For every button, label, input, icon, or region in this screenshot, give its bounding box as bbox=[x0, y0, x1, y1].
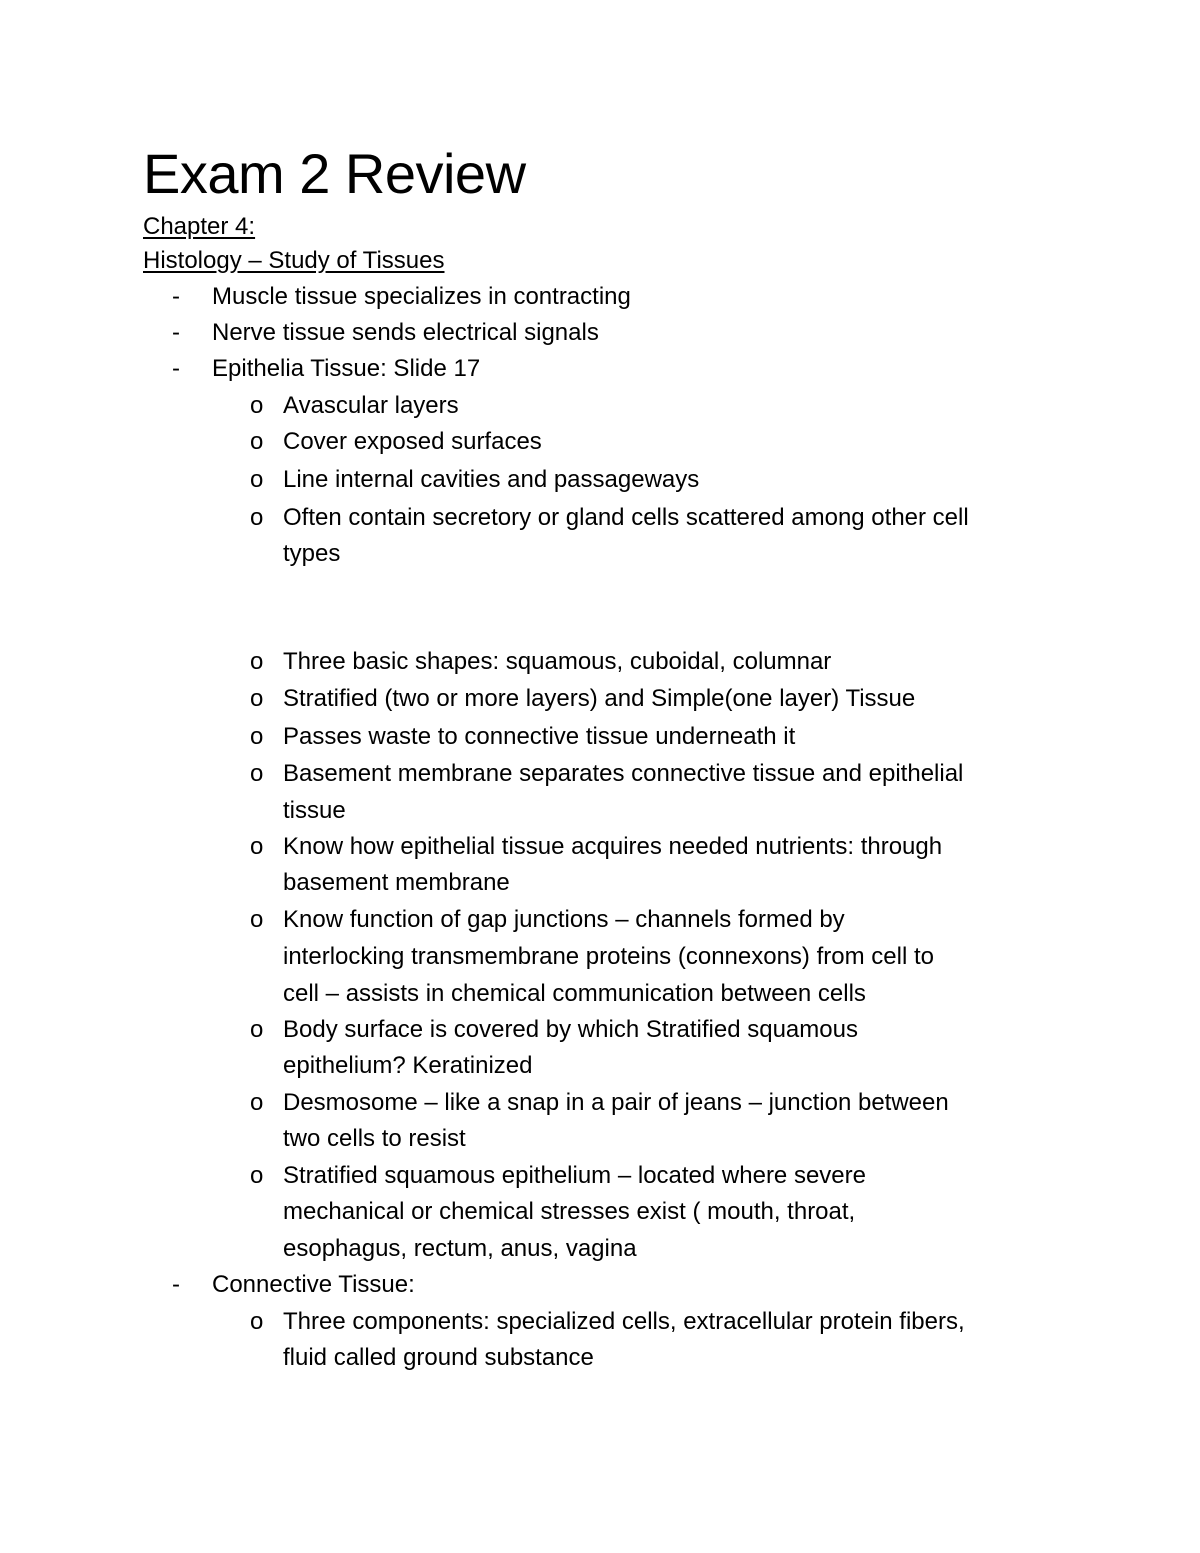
sub-list-text: Three components: specialized cells, extracellular protein fibers, bbox=[283, 1308, 965, 1335]
sub-list-text: fluid called ground substance bbox=[283, 1344, 594, 1371]
circle-bullet: o bbox=[250, 1162, 264, 1189]
sub-list-text: Line internal cavities and passageways bbox=[283, 466, 700, 493]
sub-list-text: Basement membrane separates connective tissue and epithelial bbox=[283, 760, 964, 787]
circle-bullet: o bbox=[250, 1089, 264, 1116]
dash-bullet: - bbox=[172, 283, 180, 310]
circle-bullet: o bbox=[250, 504, 264, 531]
sub-list-text: esophagus, rectum, anus, vagina bbox=[283, 1235, 637, 1262]
dash-bullet: - bbox=[172, 355, 180, 382]
circle-bullet: o bbox=[250, 466, 264, 493]
sub-list-text: epithelium? Keratinized bbox=[283, 1052, 533, 1079]
sub-list-text: Cover exposed surfaces bbox=[283, 428, 542, 455]
circle-bullet: o bbox=[250, 648, 264, 675]
sub-list-text: tissue bbox=[283, 797, 346, 824]
sub-list-text: Know how epithelial tissue acquires needed nutrients: through bbox=[283, 833, 943, 860]
chapter-heading: Chapter 4: bbox=[143, 213, 256, 240]
circle-bullet: o bbox=[250, 685, 264, 712]
sub-list-text: interlocking transmembrane proteins (connexons) from cell to bbox=[283, 943, 934, 970]
sub-list-text: Avascular layers bbox=[283, 392, 459, 419]
circle-bullet: o bbox=[250, 760, 264, 787]
sub-list-text: cell – assists in chemical communication between cells bbox=[283, 980, 866, 1007]
circle-bullet: o bbox=[250, 1308, 264, 1335]
list-item-text: Nerve tissue sends electrical signals bbox=[212, 319, 599, 346]
circle-bullet: o bbox=[250, 723, 264, 750]
list-item-text: Epithelia Tissue: Slide 17 bbox=[212, 355, 481, 382]
list-item-text: Connective Tissue: bbox=[212, 1271, 415, 1298]
sub-list-text: Stratified squamous epithelium – located where severe bbox=[283, 1162, 866, 1189]
sub-list-text: Stratified (two or more layers) and Simple(one layer) Tissue bbox=[283, 685, 916, 712]
list-item-text: Muscle tissue specializes in contracting bbox=[212, 283, 631, 310]
sub-list-text: Know function of gap junctions – channels formed by bbox=[283, 906, 845, 933]
dash-bullet: - bbox=[172, 319, 180, 346]
section-heading: Histology – Study of Tissues bbox=[143, 247, 445, 274]
sub-list-text: basement membrane bbox=[283, 869, 510, 896]
sub-list-text: Often contain secretory or gland cells scattered among other cell bbox=[283, 504, 969, 531]
sub-list-text: Desmosome – like a snap in a pair of jeans – junction between bbox=[283, 1089, 949, 1116]
sub-list-text: mechanical or chemical stresses exist ( mouth, throat, bbox=[283, 1198, 856, 1225]
sub-list-text: Passes waste to connective tissue underneath it bbox=[283, 723, 796, 750]
circle-bullet: o bbox=[250, 1016, 264, 1043]
sub-list-text: Three basic shapes: squamous, cuboidal, columnar bbox=[283, 648, 832, 675]
circle-bullet: o bbox=[250, 392, 264, 419]
sub-list-text: two cells to resist bbox=[283, 1125, 466, 1152]
circle-bullet: o bbox=[250, 833, 264, 860]
sub-list-text: Body surface is covered by which Stratified squamous bbox=[283, 1016, 858, 1043]
page-title: Exam 2 Review bbox=[143, 142, 526, 205]
dash-bullet: - bbox=[172, 1271, 180, 1298]
sub-list-text: types bbox=[283, 540, 341, 567]
circle-bullet: o bbox=[250, 906, 264, 933]
circle-bullet: o bbox=[250, 428, 264, 455]
